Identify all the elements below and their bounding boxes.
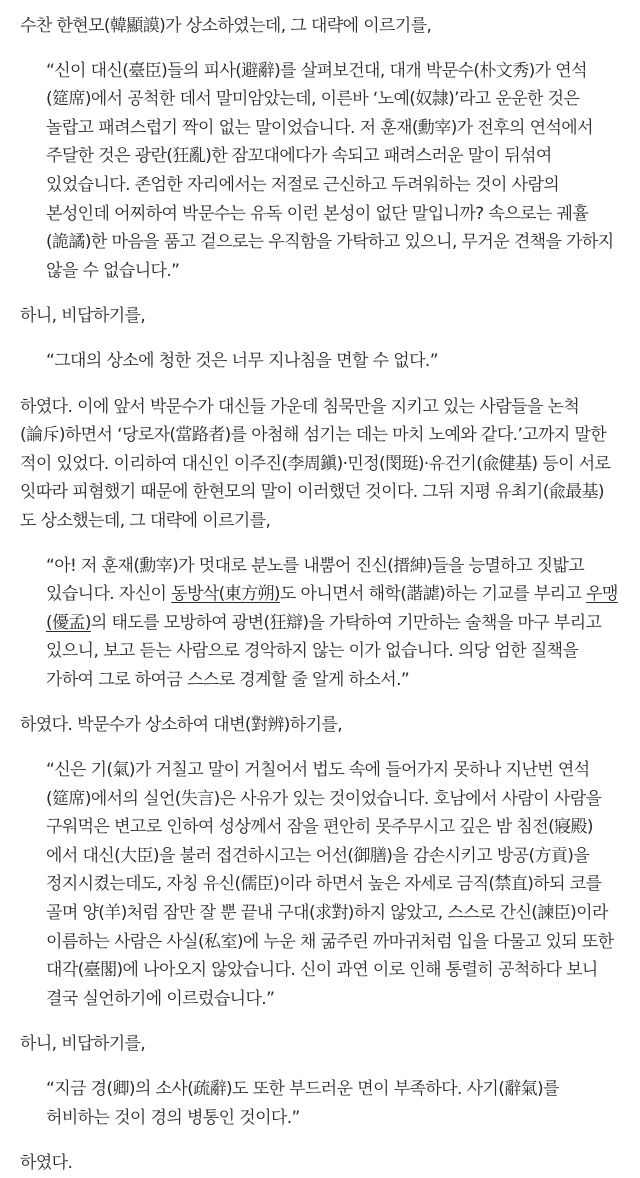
royal-reply-quote: “그대의 상소에 청한 것은 너무 지나침을 면할 수 없다.”	[46, 350, 438, 371]
quote-text: 도 아니면서 해학(諧謔)하는 기교를 부리고	[279, 584, 587, 605]
narration-paragraph: 수찬 한현모(韓顯謨)가 상소하였는데, 그 대략에 이르기를,	[20, 16, 432, 36]
narration-paragraph: 하였다. 이에 앞서 박문수가 대신들 가운데 침묵만을 지키고 있는 사람들을 논척(論斥)하면서 ‘당로자(當路者)를 아첨해 섬기는 데는 마치 노예와 같다.’고까지 말한 적이 있었다. 이리하여 대신인 이주진(李周鎭)·민정(閔珽)·유건기(兪健基) 등이 서로 잇따라 피혐했기 때문에 한현모의 말이 이러했던 것이다. 그뒤 지평 유최기(兪最基)도 상소했는데, 그 대략에 이르기를,	[20, 396, 611, 531]
annotated-term-link[interactable]: 우맹(優孟)	[46, 584, 618, 633]
memorial-quote: “신이 대신(臺臣)들의 피사(避辭)를 살펴보건대, 대개 박문수(朴文秀)가 연석(筵席)에서 공척한 데서 말미암았는데, 이른바 ‘노예(奴隷)’라고 운운한 것은 놀랍고 패려스럽기 짝이 없는 말이었습니다. 저 훈재(勳宰)가 전후의 연석에서 주달한 것은 광란(狂亂)한 잠꼬대에다가 속되고 패려스러운 말이 뒤섞여 있었습니다. 존엄한 자리에서는 저절로 근신하고 두려워하는 것이 사람의 본성인데 어찌하여 박문수는 유독 이런 본성이 없단 말입니까? 속으로는 궤휼(詭譎)한 마음을 품고 겉으로는 우직함을 가탁하고 있으니, 무거운 견책을 가하지 않을 수 없습니다.”	[46, 60, 614, 281]
narration-paragraph: 하였다.	[20, 1153, 73, 1174]
memorial-quote	[46, 552, 618, 695]
narration-paragraph: 하니, 비답하기를,	[20, 306, 146, 327]
quote-text: 의 태도를 모방하여 광변(狂辯)을 가탁하여 기만하는 술책을 마구 부리고 있으니, 보고 듣는 사람으로 경악하지 않는 이가 없습니다. 의당 엄한 질책을 가하여 그로 하여금 스스로 경계할 줄 알게 하소서.”	[46, 612, 602, 690]
royal-reply-quote: “지금 경(卿)의 소사(疏辭)도 또한 부드러운 면이 부족하다. 사기(辭氣)를 허비하는 것이 경의 병통인 것이다.”	[46, 1079, 559, 1128]
narration-paragraph: 하니, 비답하기를,	[20, 1034, 146, 1055]
memorial-quote: “신은 기(氣)가 거칠고 말이 거칠어서 법도 속에 들어가지 못하나 지난번 연석(筵席)에서의 실언(失言)은 사유가 있는 것이었습니다. 호남에서 사람이 사람을 구워먹은 변고로 인하여 성상께서 잠을 편안히 못주무시고 깊은 밤 침전(寢殿)에서 대신(大臣)을 불러 접견하시고는 어선(御膳)을 감손시키고 방공(方貢)을 정지시켰는데도, 자칭 유신(儒臣)이라 하면서 높은 자세로 금직(禁直)하되 코를 골며 양(羊)처럼 잠만 잘 뿐 끝내 구대(求對)하지 않았고, 스스로 간신(諫臣)이라 이름하는 사람은 사실(私室)에 누운 채 굶주린 까마귀처럼 입을 다물고 있되 또한 대각(臺閣)에 나아오지 않았습니다. 신이 과연 이로 인해 통렬히 공척하다 보니 결국 실언하기에 이르렀습니다.”	[46, 760, 614, 1009]
quote-text: “아! 저 훈재(勳宰)가 멋대로 분노를 내뿜어 진신(搢紳)들을 능멸하고 짓밟고 있습니다. 자신이	[46, 555, 585, 605]
annotated-term-link[interactable]: 동방삭(東方朔)	[171, 584, 280, 605]
narration-paragraph: 하였다. 박문수가 상소하여 대변(對辨)하기를,	[20, 715, 343, 736]
